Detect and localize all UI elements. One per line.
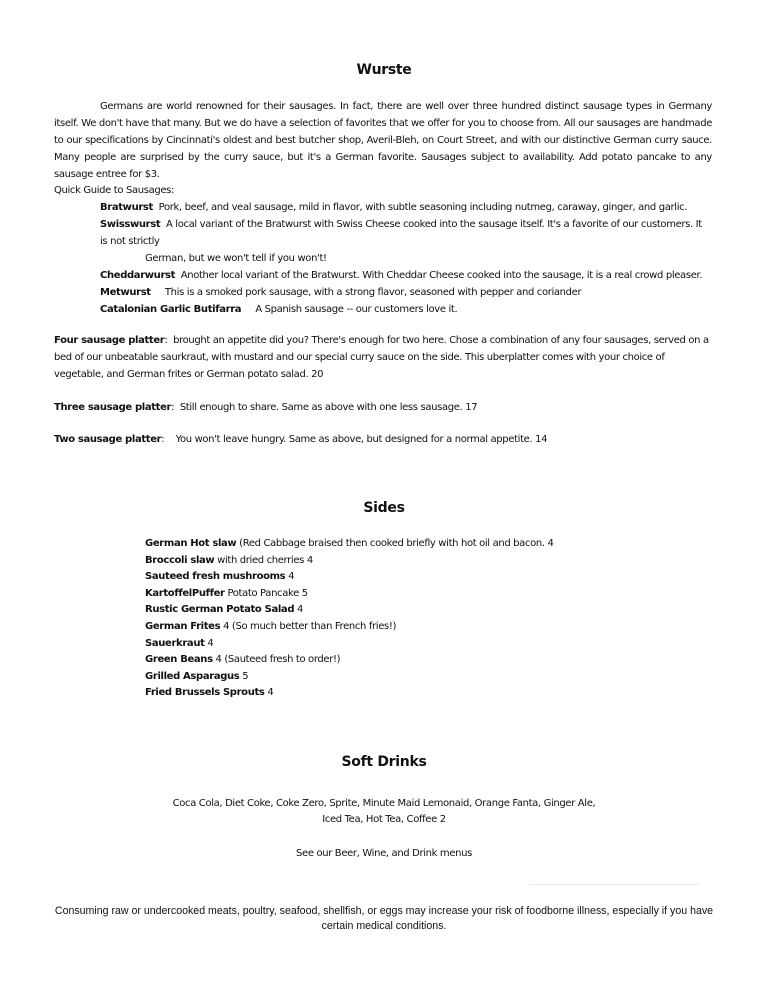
soft-drinks-line-1: Coca Cola, Diet Coke, Coke Zero, Sprite, Minute Maid Lemonaid, Orange Fanta, Ginger Ale, xyxy=(172,798,596,809)
guide-item-desc: Pork, beef, and veal sausage, mild in flavor, with subtle seasoning including nutmeg, caraway, ginger, and garlic. xyxy=(158,202,688,213)
side-name: KartoffelPuffer xyxy=(145,587,225,599)
side-detail: 4 xyxy=(267,687,274,699)
side-detail: 5 xyxy=(242,670,249,682)
side-name: Green Beans xyxy=(145,654,213,666)
side-item xyxy=(145,569,554,586)
guide-item-desc: A local variant of the Bratwurst with Swiss Cheese cooked into the sausage itself. It's a favorite of our customers. It is not strictly xyxy=(100,219,702,247)
side-item xyxy=(145,536,554,553)
platter-desc: brought an appetite did you? There's enough for two here. Chose a combination of any four sausages, served on a bed of our unbeatable saurkraut, with mustard and our special curry sauce on the side. This uberplatter comes with your choice of vegetable, and German frites or German potato salad. 20 xyxy=(54,335,709,380)
wurste-intro xyxy=(54,98,712,183)
soft-drinks-heading: Soft Drinks xyxy=(341,754,427,770)
platter-item: Two sausage platter: You won't leave hungry. Same as above, but designed for a normal appetite. 14 xyxy=(54,434,548,445)
side-detail: (Red Cabbage braised then cooked briefly with hot oil and bacon. 4 xyxy=(239,538,554,549)
platter-item: Four sausage platter: brought an appetite did you? There's enough for two here. Chose a combination of any four sausages, served on a bed of our unbeatable saurkraut, with mustard and our special curry sauce on the side. This uberplatter comes with your choice of vegetable, and German frites or German potato salad. 20 xyxy=(54,335,709,380)
side-name: German Hot slaw xyxy=(145,538,237,549)
side-name: German Frites xyxy=(145,620,221,632)
side-name: Sauerkraut xyxy=(145,637,205,649)
soft-drinks-line-2: Iced Tea, Hot Tea, Coffee 2 xyxy=(322,814,446,825)
platter-name: Two sausage platter xyxy=(54,434,162,445)
guide-item-name: Cheddarwurst xyxy=(100,270,176,281)
guide-item xyxy=(100,267,710,284)
side-item xyxy=(145,636,554,653)
platter-name: Four sausage platter xyxy=(54,335,165,346)
guide-item-name: Swisswurst xyxy=(100,219,161,230)
side-item xyxy=(145,685,554,702)
side-name: Fried Brussels Sprouts xyxy=(145,687,265,699)
guide-item xyxy=(100,301,710,318)
side-item xyxy=(145,586,554,603)
guide-item xyxy=(100,284,710,301)
side-detail: 4 (Sauteed fresh to order!) xyxy=(215,654,341,666)
platter-item: Three sausage platter: Still enough to share. Same as above with one less sausage. 17 xyxy=(54,402,478,413)
guide-item-name: Metwurst xyxy=(100,287,151,298)
side-name: Rustic German Potato Salad xyxy=(145,604,295,616)
side-item xyxy=(145,553,554,570)
side-item xyxy=(145,619,554,636)
side-detail: Potato Pancake 5 xyxy=(227,587,308,599)
platter-desc: You won't leave hungry. Same as above, but designed for a normal appetite. 14 xyxy=(175,434,548,445)
side-item xyxy=(145,602,554,619)
guide-item-desc: This is a smoked pork sausage, with a strong flavor, seasoned with pepper and coriander xyxy=(164,287,582,298)
guide-item-name: Catalonian Garlic Butifarra xyxy=(100,304,242,315)
side-detail: 4 xyxy=(207,637,214,649)
side-detail: 4 (So much better than French fries!) xyxy=(223,620,397,632)
guide-item xyxy=(100,216,710,250)
guide-item-name: Bratwurst xyxy=(100,202,153,213)
guide-title: Quick Guide to Sausages: xyxy=(54,185,175,196)
guide-item-continuation: German, but we won't tell if you won't! xyxy=(145,253,327,264)
side-detail: with dried cherries 4 xyxy=(217,554,313,566)
wurste-heading: Wurste xyxy=(356,62,412,78)
sides-heading: Sides xyxy=(363,500,405,516)
guide-item-desc: Another local variant of the Bratwurst. With Cheddar Cheese cooked into the sausage, it is a real crowd pleaser. xyxy=(180,270,703,281)
guide-item xyxy=(100,199,710,216)
side-item xyxy=(145,652,554,669)
guide-item-desc: A Spanish sausage -- our customers love it. xyxy=(255,304,458,315)
side-detail: 4 xyxy=(288,571,295,583)
sausage-guide xyxy=(100,199,710,318)
side-detail: 4 xyxy=(296,604,303,616)
platter-name: Three sausage platter xyxy=(54,402,172,413)
side-name: Broccoli slaw xyxy=(145,554,215,566)
food-safety-disclaimer: Consuming raw or undercooked meats, poultry, seafood, shellfish, or eggs may increase your risk of foodborne illness, especially if you have certain medical conditions. xyxy=(54,905,714,932)
platter-desc: Still enough to share. Same as above with one less sausage. 17 xyxy=(179,402,478,413)
wurste-intro-text: Germans are world renowned for their sausages. In fact, there are well over three hundred distinct sausage types in Germany itself. We don't have that many. But we do have a selection of favorites that we offer for you to choose from. All our sausages are handmade to our specifications by Cincinnati's oldest and best butcher shop, Averil-Bleh, on Court Street, and with our distinctive German curry sauce. Many people are surprised by the curry sauce, but it's a German favorite. Sausages subject to availability. Add potato pancake to any sausage entree for $3. xyxy=(54,101,712,180)
side-name: Sauteed fresh mushrooms xyxy=(145,571,286,583)
drink-menus-note: See our Beer, Wine, and Drink menus xyxy=(296,848,472,859)
side-name: Grilled Asparagus xyxy=(145,670,240,682)
watermark-line xyxy=(530,884,700,885)
sides-list xyxy=(145,536,554,702)
side-item xyxy=(145,669,554,686)
